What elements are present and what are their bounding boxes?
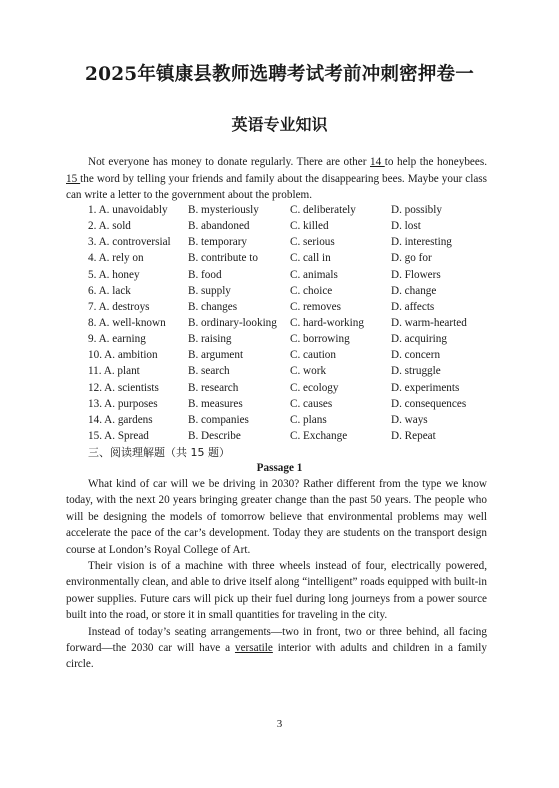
option-row xyxy=(88,299,488,315)
option-c: C. killed xyxy=(290,220,329,233)
option-c: C. deliberately xyxy=(290,204,356,216)
option-row xyxy=(88,283,488,299)
option-b: B. temporary xyxy=(188,236,248,249)
option-a: 7. A. destroys xyxy=(88,300,150,313)
option-c: C. hard-working xyxy=(290,316,364,329)
option-c: C. serious xyxy=(290,236,335,249)
option-b: B. research xyxy=(188,381,239,394)
option-a: 1. A. unavoidably xyxy=(88,204,168,216)
option-row xyxy=(88,202,488,218)
option-d: D. go for xyxy=(391,252,432,265)
underlined-word: versatile xyxy=(234,642,273,655)
option-row xyxy=(88,412,488,428)
option-row xyxy=(88,267,488,283)
option-d: D. affects xyxy=(391,300,435,313)
exam-subtitle: 英语专业知识 xyxy=(231,115,328,134)
option-a: 2. A. sold xyxy=(88,220,131,233)
passage-title: Passage 1 xyxy=(256,462,303,474)
option-d: D. acquiring xyxy=(391,333,447,346)
passage-paragraph: Their vision is of a machine with three wheels instead of four, electrically powered, environmentally clean, and able to drive itself along “intelligent” roads equipped with built-in power supplies. Future cars will pick up their fuel during long journeys from a power source built into the road, or store it in small quantities for traveling in the city. xyxy=(66,560,487,622)
intro-text-1: Not everyone has money to donate regularly. There are other xyxy=(88,156,371,168)
option-b: B. Describe xyxy=(188,429,241,442)
option-d: D. struggle xyxy=(391,365,441,378)
option-a: 3. A. controversial xyxy=(88,236,171,249)
page-number: 3 xyxy=(276,718,283,730)
section-heading: 三、阅读理解题（共 15 题） xyxy=(88,446,230,459)
option-c: C. borrowing xyxy=(290,333,350,346)
option-b: B. search xyxy=(188,365,230,378)
option-a: 6. A. lack xyxy=(88,284,131,297)
exam-title: 2025年镇康县教师选聘考试考前冲刺密押卷一 xyxy=(85,64,474,85)
option-b: B. mysteriously xyxy=(188,204,259,216)
cloze-intro-paragraph xyxy=(66,154,487,204)
option-a: 13. A. purposes xyxy=(88,397,158,410)
option-a: 10. A. ambition xyxy=(88,349,158,362)
option-row xyxy=(88,428,488,444)
option-row xyxy=(88,347,488,363)
passage-paragraph: What kind of car will we be driving in 2030? Rather different from the type we know today, with the next 20 years bringing greater change than the past 50 years. The people who will be designing the models of tomorrow believe that environmental problems may well accelerate the pace of the car’s development. Today they are students on the transport design course at London’s Royal College of Art. xyxy=(66,478,487,556)
option-a: 8. A. well-known xyxy=(88,316,166,329)
option-d: D. consequences xyxy=(391,397,467,410)
option-c: C. ecology xyxy=(290,381,339,394)
option-d: D. concern xyxy=(391,349,441,362)
option-row xyxy=(88,396,488,412)
option-c: C. causes xyxy=(290,397,333,410)
option-a: 14. A. gardens xyxy=(88,413,153,426)
option-d: D. ways xyxy=(391,413,428,426)
option-c: C. work xyxy=(290,365,327,378)
option-b: B. measures xyxy=(188,397,243,410)
blank-14: 14 xyxy=(370,156,385,168)
option-row xyxy=(88,380,488,396)
blank-15: 15 xyxy=(66,172,81,185)
option-b: B. companies xyxy=(188,413,249,426)
option-b: B. argument xyxy=(188,349,244,362)
option-row xyxy=(88,315,488,331)
cloze-options-list xyxy=(88,202,488,444)
option-d: D. lost xyxy=(391,220,421,233)
option-c: C. plans xyxy=(290,413,327,426)
option-d: D. Flowers xyxy=(391,268,441,281)
option-b: B. supply xyxy=(188,284,231,297)
option-b: B. changes xyxy=(188,300,238,313)
passage-text: Instead of today’s seating arrangements—two in front, two or three behind, all facing forward—the 2030 car will have a xyxy=(66,625,487,655)
option-d: D. change xyxy=(391,284,437,297)
option-b: B. abandoned xyxy=(188,220,250,233)
option-b: B. contribute to xyxy=(188,252,258,265)
option-c: C. Exchange xyxy=(290,429,348,442)
option-row xyxy=(88,363,488,379)
intro-text-2: to help the honeybees. xyxy=(384,156,488,168)
option-a: 11. A. plant xyxy=(88,365,140,378)
option-c: C. removes xyxy=(290,300,341,313)
passage-text: interior with adults and children in a family circle. xyxy=(66,642,487,671)
option-row xyxy=(88,218,488,234)
option-b: B. ordinary-looking xyxy=(188,316,277,329)
option-row xyxy=(88,234,488,250)
option-a: 15. A. Spread xyxy=(88,429,149,442)
option-d: D. possibly xyxy=(391,204,442,216)
option-d: D. interesting xyxy=(391,236,452,249)
passage-body xyxy=(66,476,487,673)
option-a: 5. A. honey xyxy=(88,268,140,281)
option-b: B. raising xyxy=(188,333,232,346)
option-row xyxy=(88,331,488,347)
option-b: B. food xyxy=(188,268,222,281)
option-a: 4. A. rely on xyxy=(88,252,144,265)
option-d: D. Repeat xyxy=(391,429,436,442)
option-a: 12. A. scientists xyxy=(88,381,159,394)
option-row xyxy=(88,250,488,266)
option-c: C. animals xyxy=(290,268,338,281)
option-a: 9. A. earning xyxy=(88,333,146,346)
option-d: D. experiments xyxy=(391,381,460,394)
option-c: C. caution xyxy=(290,349,336,362)
intro-text-3: the word by telling your friends and family about the disappearing bees. Maybe your class can write a letter to the government about the problem. xyxy=(66,172,487,201)
option-d: D. warm-hearted xyxy=(391,316,467,329)
option-c: C. choice xyxy=(290,284,333,297)
passage-paragraph xyxy=(66,624,487,673)
option-c: C. call in xyxy=(290,252,331,265)
